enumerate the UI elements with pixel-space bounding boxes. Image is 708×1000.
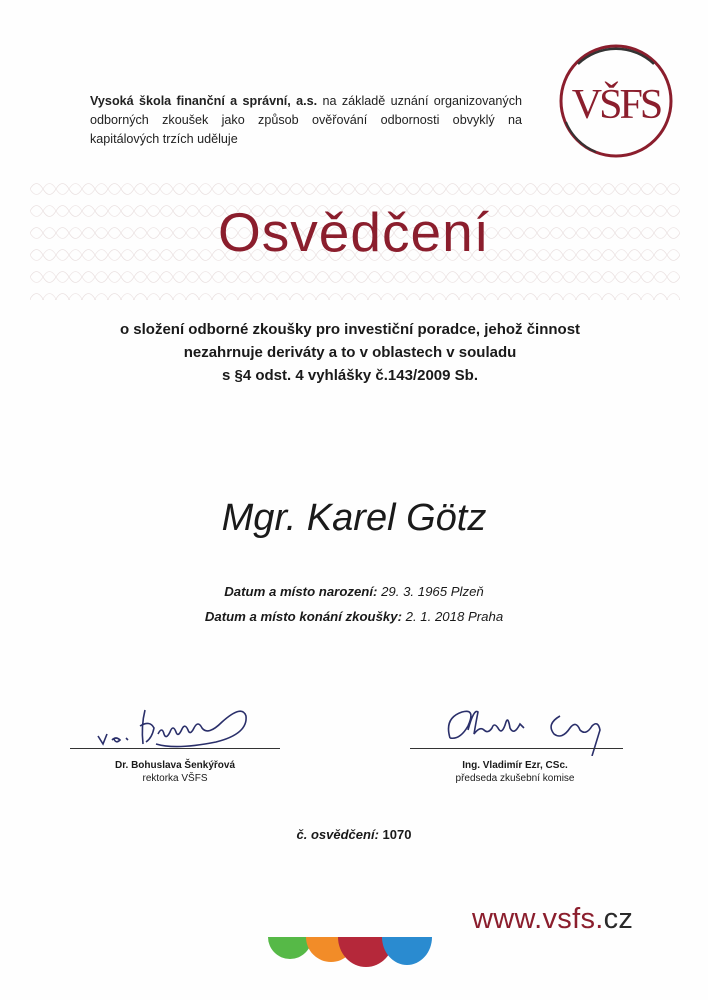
document-title: Osvědčení bbox=[218, 201, 490, 263]
vsfs-logo bbox=[556, 42, 676, 160]
institution-name: Vysoká škola finanční a správní, a.s. bbox=[90, 94, 318, 108]
handwritten-signature-right bbox=[410, 690, 630, 756]
certificate-subtitle bbox=[60, 318, 640, 387]
certificate-number-value: 1070 bbox=[378, 827, 412, 842]
exam-value: 2. 1. 2018 Praha bbox=[401, 609, 504, 624]
intro-text: na základě uznání organizovaných odborných zkoušek jako způsob ověřování odbornosti obvyklý na kapitálových trzích uděluje bbox=[90, 94, 522, 146]
intro-paragraph bbox=[90, 92, 522, 149]
signature-line-right bbox=[410, 748, 623, 749]
website-url[interactable] bbox=[472, 903, 633, 936]
svg-text:VŠFS: VŠFS bbox=[571, 82, 661, 128]
certificate-number bbox=[0, 827, 708, 842]
green-dot bbox=[268, 937, 312, 959]
certificate-number-label: č. osvědčení: bbox=[296, 827, 379, 842]
subtitle-line-1: o složení odborné zkoušky pro investiční poradce, jehož činnost bbox=[119, 321, 581, 338]
exam-label: Datum a místo konání zkoušky: bbox=[204, 609, 402, 624]
exam-details bbox=[0, 609, 708, 624]
signatory-name-right: Ing. Vladimír Ezr, CSc. bbox=[462, 760, 568, 771]
signatory-role-right: předseda zkušební komise bbox=[455, 773, 575, 784]
subtitle-line-3: s §4 odst. 4 vyhlášky č.143/2009 Sb. bbox=[222, 367, 478, 384]
signatory-name-left: Dr. Bohuslava Šenkýřová bbox=[114, 760, 236, 771]
birth-label: Datum a místo narození: bbox=[224, 584, 378, 599]
recipient-name: Mgr. Karel Götz bbox=[221, 497, 487, 539]
signature-line-left bbox=[70, 748, 280, 749]
signatory-role-left: rektorka VŠFS bbox=[142, 773, 208, 784]
birth-details bbox=[0, 584, 708, 599]
blue-dot bbox=[382, 937, 432, 965]
handwritten-signature-left bbox=[70, 690, 290, 756]
subtitle-line-2: nezahrnuje deriváty a to v oblastech v souladu bbox=[183, 344, 517, 361]
birth-value: 29. 3. 1965 Plzeň bbox=[377, 584, 484, 599]
brand-color-dots bbox=[268, 937, 438, 977]
website-main: www.vsfs. bbox=[472, 903, 604, 935]
website-tld: cz bbox=[603, 903, 634, 935]
